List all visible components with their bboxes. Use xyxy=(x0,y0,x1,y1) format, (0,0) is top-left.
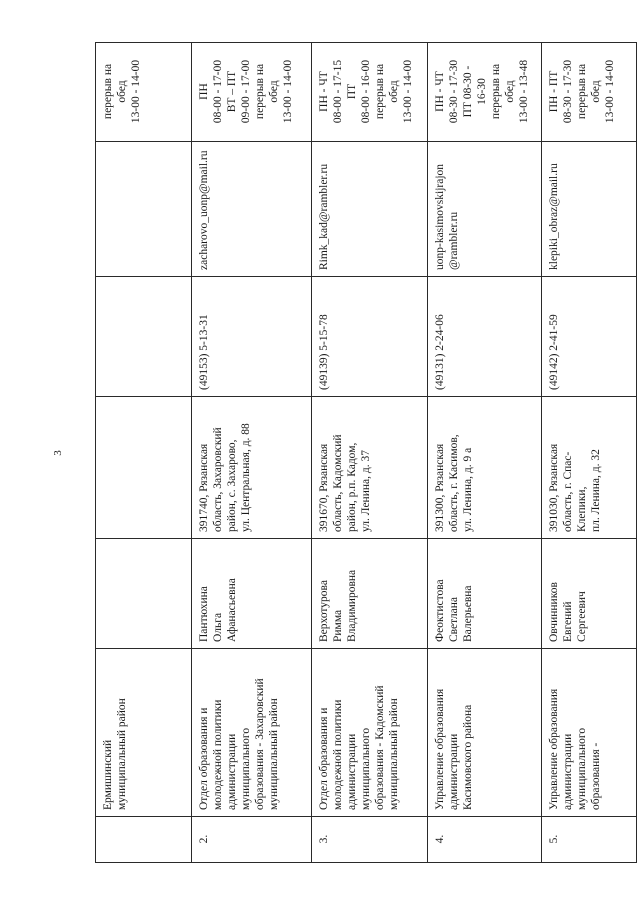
head-name-cell xyxy=(96,539,192,649)
rotated-content xyxy=(95,43,636,863)
row-number-cell: 3. xyxy=(312,817,428,863)
phone-cell: (49139) 5-15-78 xyxy=(312,277,428,397)
address-cell: 391300, Рязанская область, г. Касимов, ул. Ленина, д. 9 а xyxy=(428,397,542,539)
organization-cell: Управление образования администрации муниципального образования - xyxy=(542,649,637,817)
phone-cell: (49131) 2-24-06 xyxy=(428,277,542,397)
head-name-cell: Овчинников Евгений Сергеевич xyxy=(542,539,637,649)
organization-cell: Отдел образования и молодежной политики администрации муниципального образования - Захаровский муниципальный район xyxy=(192,649,312,817)
phone-cell xyxy=(96,277,192,397)
address-cell xyxy=(96,397,192,539)
email-cell: klepiki_obraz@mail.ru xyxy=(542,142,637,277)
address-cell: 391670, Рязанская область, Кадомский район, р.п. Кадом, ул. Ленина, д. 37 xyxy=(312,397,428,539)
phone-cell: (49142) 2-41-59 xyxy=(542,277,637,397)
email-cell: zacharovo_uonp@mail.ru xyxy=(192,142,312,277)
table-row xyxy=(96,43,192,863)
page-number: 3 xyxy=(52,450,64,456)
email-cell xyxy=(96,142,192,277)
address-cell: 391030, Рязанская область, г. Спас- Клепики, пл. Ленина, д. 32 xyxy=(542,397,637,539)
row-number-cell: 5. xyxy=(542,817,637,863)
work-hours-cell: перерыв на обед 13-00 - 14-00 xyxy=(96,43,192,142)
rotated-page-container xyxy=(95,43,636,863)
phone-cell: (49153) 5-13-31 xyxy=(192,277,312,397)
email-cell: uonp-kasimovskijrajon @rambler.ru xyxy=(428,142,542,277)
work-hours-cell: ПН - ЧТ 08-30 - 17-30 ПТ 08-30 - 16-30 перерыв на обед 13-00 - 13-48 xyxy=(428,43,542,142)
head-name-cell: Феоктистова Светлана Валерьевна xyxy=(428,539,542,649)
table-row xyxy=(428,43,542,863)
head-name-cell: Пантюхина Ольга Афанасьевна xyxy=(192,539,312,649)
table-row xyxy=(542,43,637,863)
organization-cell: Управление образования администрации Касимовского района xyxy=(428,649,542,817)
organization-cell: Ермишинский муниципальный район xyxy=(96,649,192,817)
work-hours-cell: ПН - ЧТ 08-00 - 17-15 ПТ 08-00 - 16-00 перерыв на обед 13-00 - 14-00 xyxy=(312,43,428,142)
table-row xyxy=(312,43,428,863)
row-number-cell xyxy=(96,817,192,863)
head-name-cell: Верхотурова Римма Владимировна xyxy=(312,539,428,649)
organization-cell: Отдел образования и молодежной политики администрации муниципального образования - Кадомский муниципальный район xyxy=(312,649,428,817)
address-cell: 391740, Рязанская область, Захаровский район, с. Захарово, ул. Центральная, д. 88 xyxy=(192,397,312,539)
row-number-cell: 2. xyxy=(192,817,312,863)
organizations-table xyxy=(95,42,637,863)
table-row xyxy=(192,43,312,863)
work-hours-cell: ПН - ПТ 08-30 - 17-30 перерыв на обед 13-00 - 14-00 xyxy=(542,43,637,142)
email-cell: Rimk_kad@rambler.ru xyxy=(312,142,428,277)
work-hours-cell: ПН 08-00 - 17-00 ВТ – ПТ 09-00 - 17-00 перерыв на обед 13-00 - 14-00 xyxy=(192,43,312,142)
row-number-cell: 4. xyxy=(428,817,542,863)
